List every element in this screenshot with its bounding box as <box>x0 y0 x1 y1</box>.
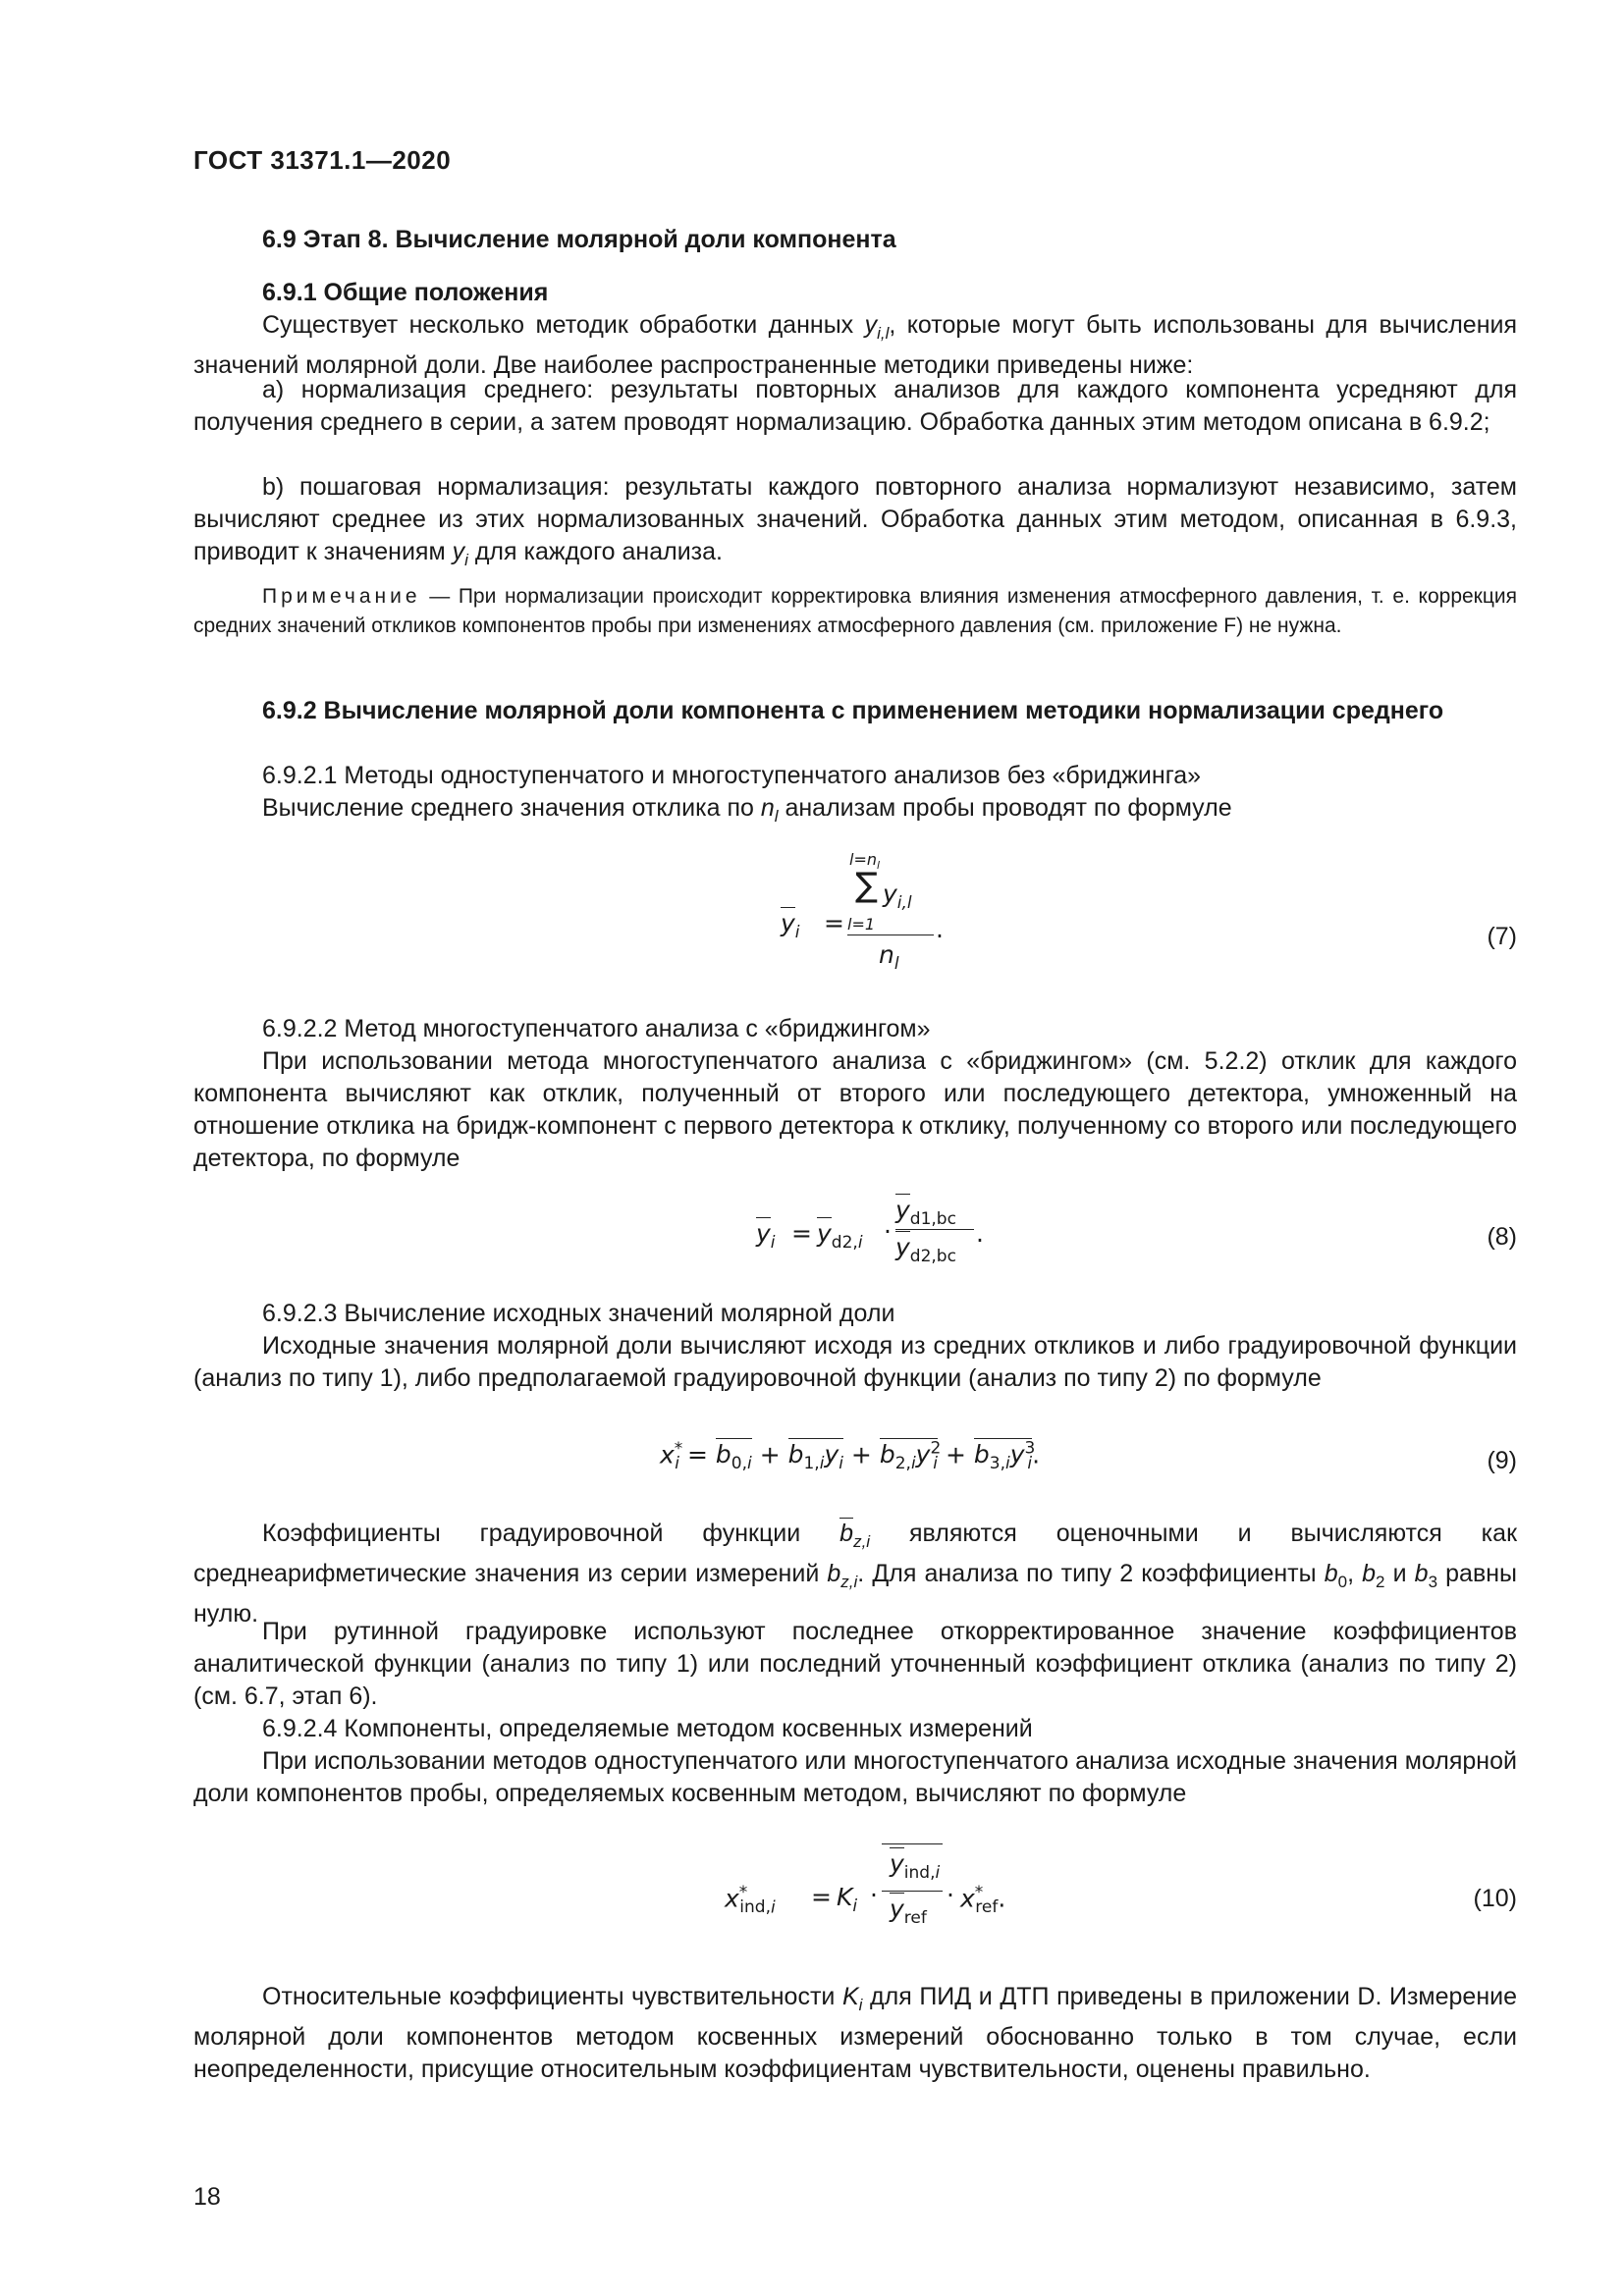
subsection-6-9-2-4: 6.9.2.4 Компоненты, определяемые методом косвенных измерений При использовании методов одноступенчатого или многоступенчатого анализа исходные значения молярной доли компонентов пробы, определяемых косвенным методом, вычисляют по формуле <box>193 1715 1517 1807</box>
math-y-i: $y_i$ <box>452 538 468 569</box>
paragraph-routine-calibration: При рутинной градуировке используют последнее откорректированное значение коэффициентов аналитической функции (анализ по типу 1) или последний уточненный коэффициент отклика (анализ по типу 2) (см. 6.7, этап 6). <box>193 1618 1517 1710</box>
section-title: 6.9 Этап 8. Вычисление молярной доли компонента <box>262 226 896 253</box>
document-header-code: ГОСТ 31371.1—2020 <box>193 145 452 175</box>
formula-8: $y_i$ = $y_{d2,i}$ · $y_{d1,bc}$ $y_{d2,bc}$ . <box>756 1196 984 1266</box>
section-6-9-1-heading <box>193 277 1517 309</box>
subsection-title: 6.9.1 Общие положения <box>262 279 549 306</box>
equation-number-7: (7) <box>1487 923 1517 950</box>
formula-9: $x^*_i = b_{0,i} + b_{1,i}y_i + b_{2,i}y^2_i + b_{3,i}y^3_i$. <box>660 1439 1041 1474</box>
equation-number-10: (10) <box>1473 1885 1517 1912</box>
list-item-b: b) пошаговая нормализация: результаты каждого повторного анализа нормализуют независимо, затем вычисляют среднее из этих нормализованных значений. Обработка данных этим методом, описанная в 6.9.3, приводит к значениям $y_i$ для каждого анализа. <box>193 473 1517 569</box>
note-label: Примечание <box>262 585 421 608</box>
subsection-6-9-2-1: 6.9.2.1 Методы одноступенчатого и многоступенчатого анализов без «бриджинга» Вычисление среднего значения отклика по $n_l$ анализам пробы проводят по формуле <box>262 762 1232 826</box>
section-6-9-heading <box>193 224 1517 256</box>
subsection-6-9-2-3: 6.9.2.3 Вычисление исходных значений молярной доли Исходные значения молярной доли вычисляют исходя из средних откликов и либо градуировочной функции (анализ по типу 1), либо предполагаемой градуировочной функции (анализ по типу 2) по формуле <box>193 1300 1517 1392</box>
math-y-i-l: $y_{i,l}$ <box>864 311 890 343</box>
paragraph-coefficients: Коэффициенты градуировочной функции $b_{z,i}$ являются оценочными и вычисляются как среднеарифметические значения из серии измерений $b_{z,i}$. Для анализа по типу 2 коэффициенты $b_0$, $b_2$ и $b_3$ равны нулю. <box>193 1520 1518 1628</box>
note-block <box>193 582 1517 641</box>
equation-number-8: (8) <box>1487 1223 1517 1251</box>
list-item-a: a) нормализация среднего: результаты повторных анализов для каждого компонента усредняют для получения среднего в серии, а затем проводят нормализацию. Обработка данных этим методом описана в 6.9.2; <box>193 376 1517 436</box>
paragraph-methods-intro: Существует несколько методик обработки данных $y_{i,l}$, которые могут быть использованы для вычисления значений молярной доли. Две наиболее распространенные методики приведены ниже: <box>193 311 1518 379</box>
subsection-6-9-2-2: 6.9.2.2 Метод многоступенчатого анализа с «бриджингом» При использовании метода многоступенчатого анализа с «бриджингом» (см. 5.2.2) отклик для каждого компонента вычисляют как отклик, полученный от второго или последующего детектора, умноженный на отношение отклика на бридж-компонент с первого детектора к отклику, полученному со второго или последующего детектора, по формуле <box>193 1015 1517 1172</box>
formula-10: $x^*_{ind,i}$ = $K_i$ · $y_{ind,i}$ $y_{ref}$ · $x^*_{ref}$. <box>725 1843 1019 1932</box>
equation-number-9: (9) <box>1487 1447 1517 1474</box>
formula-7: $y_i$ = $l=n_l$ ∑ $y_{i,l}$ l=1 . $n_l$ <box>781 850 944 974</box>
paragraph-relative-sensitivity: Относительные коэффициенты чувствительности $K_i$ для ПИД и ДТП приведены в приложении D. Измерение молярной доли компонентов методом косвенных измерений обоснованно только в том случае, если неопределенности, присущие относительным коэффициентам чувствительности, оценены правильно. <box>193 1983 1517 2083</box>
page-number: 18 <box>193 2183 221 2211</box>
note-text: — При нормализации происходит корректировка влияния изменения атмосферного давления, т. е. коррекция средних значений откликов компонентов пробы при изменениях атмосферного давления (см. приложение F) не нужна. <box>193 585 1517 637</box>
section-6-9-2-heading: 6.9.2 Вычисление молярной доли компонента с применением методики нормализации среднего <box>262 697 1444 724</box>
